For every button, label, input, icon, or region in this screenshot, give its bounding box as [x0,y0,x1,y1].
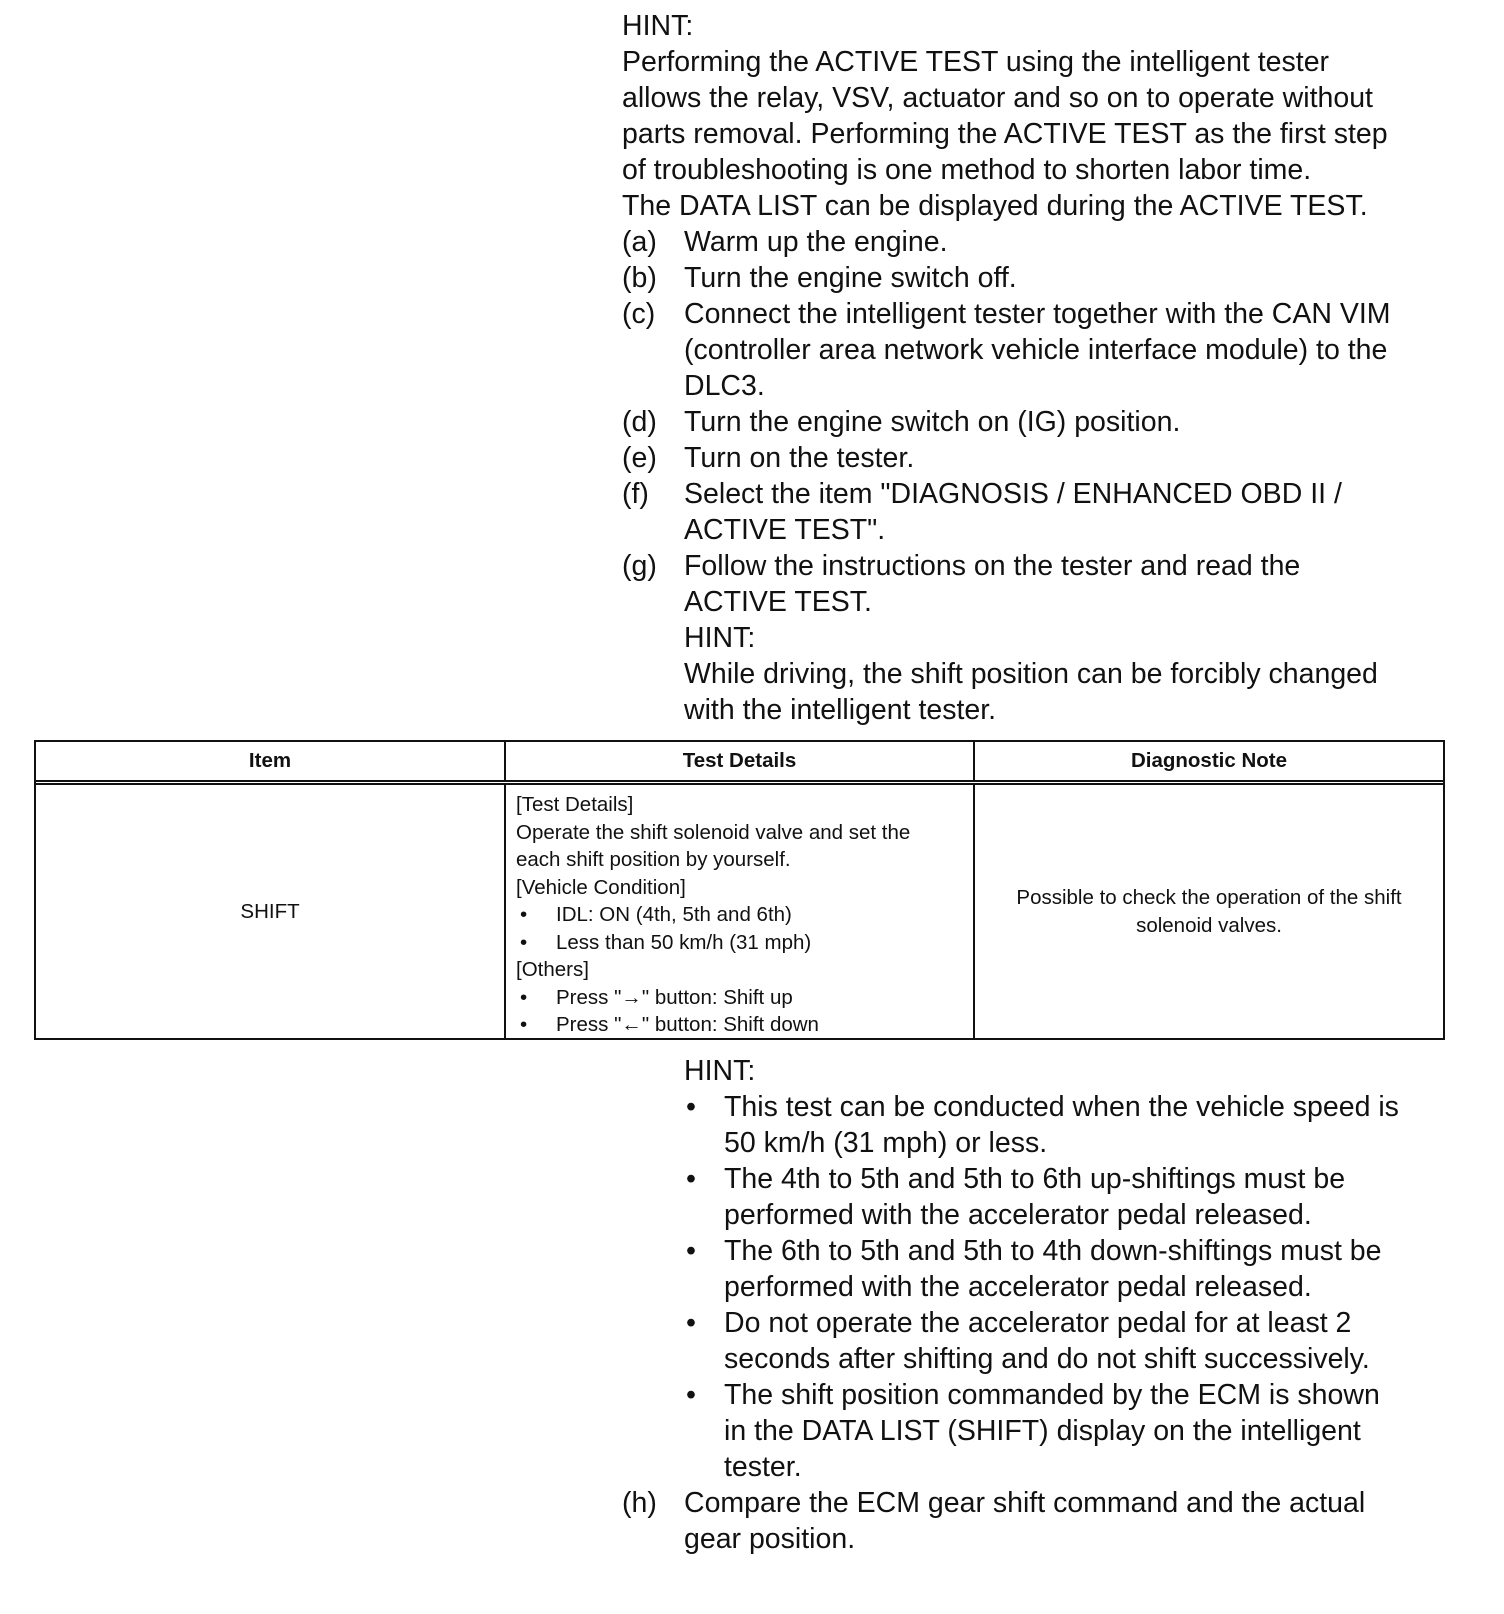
step-text: Select the item "DIAGNOSIS / ENHANCED OBD II / [684,478,1342,510]
step-label: (e) [622,442,657,474]
bullet-text: performed with the accelerator pedal released. [724,1271,1312,1303]
vehicle-condition-label: [Vehicle Condition] [516,875,686,899]
list-item [684,1305,1442,1377]
list-item [684,1233,1442,1305]
bullet-mark: • [520,985,528,1009]
list-item [516,1011,963,1039]
step-label: (b) [622,262,657,294]
step-g [622,548,1442,728]
intro-line: Performing the ACTIVE TEST using the intelligent tester [622,46,1330,78]
bullet-text: Press "→" button: Shift up [556,985,793,1009]
list-item [516,901,963,929]
table-row [36,785,1443,1038]
post-table-section [622,1053,1442,1557]
test-details-cell [506,785,975,1038]
test-details-label: [Test Details] [516,793,634,816]
test-details-text: each shift position by yourself. [516,848,791,871]
intro-section [622,8,1442,728]
step-e [622,440,1442,476]
step-text: DLC3. [684,370,765,402]
bullet-text: tester. [724,1451,802,1483]
diagnostic-note-cell [975,785,1443,1038]
bullet-text: 50 km/h (31 mph) or less. [724,1127,1048,1159]
step-text: Follow the instructions on the tester and read the [684,550,1301,582]
step-c [622,296,1442,404]
step-h [622,1485,1442,1557]
column-header-test-details: Test Details [506,742,975,780]
step-label: (a) [622,226,657,258]
step-f [622,476,1442,548]
bullet-text: Press "←" button: Shift down [556,1013,819,1036]
bullet-text: This test can be conducted when the vehicle speed is [724,1091,1399,1123]
hint-label: HINT: [622,10,694,42]
bullet-mark: • [686,1163,696,1195]
intro-line: The DATA LIST can be displayed during the ACTIVE TEST. [622,190,1368,222]
step-text: ACTIVE TEST". [684,514,886,546]
hint-label: HINT: [684,1055,756,1087]
step-text: Turn the engine switch on (IG) position. [684,406,1181,438]
diagnostic-note-text: Possible to check the operation of the shift [1016,885,1402,909]
column-header-diagnostic-note: Diagnostic Note [1130,749,1288,772]
step-text: gear position. [684,1523,856,1555]
step-text: (controller area network vehicle interface module) to the [684,334,1388,366]
bullet-mark: • [686,1307,696,1339]
step-label: (h) [622,1487,657,1519]
intro-line: parts removal. Performing the ACTIVE TEST as the first step [622,118,1388,150]
bullet-text: The shift position commanded by the ECM is shown [724,1379,1380,1411]
hint-bullet-list [684,1089,1442,1485]
bullet-text: Less than 50 km/h (31 mph) [556,930,812,954]
bullet-text: performed with the accelerator pedal released. [724,1199,1312,1231]
list-item [516,984,963,1012]
intro-line: of troubleshooting is one method to shorten labor time. [622,154,1312,186]
step-label: (f) [622,478,649,510]
step-label: (d) [622,406,657,438]
bullet-text: The 6th to 5th and 5th to 4th down-shiftings must be [724,1235,1382,1267]
active-test-table [34,740,1445,1040]
step-a [622,224,1442,260]
intro-line: allows the relay, VSV, actuator and so on to operate without [622,82,1373,114]
hint-label: HINT: [684,622,756,654]
step-text: Turn the engine switch off. [684,262,1017,294]
test-details-text: Operate the shift solenoid valve and set the [516,820,911,844]
bullet-mark: • [686,1091,696,1123]
step-text: Turn on the tester. [684,442,915,474]
bullet-text: IDL: ON (4th, 5th and 6th) [556,903,792,926]
bullet-mark: • [520,930,528,954]
step-text: Compare the ECM gear shift command and the actual [684,1487,1366,1519]
bullet-text: The 4th to 5th and 5th to 6th up-shiftings must be [724,1163,1346,1195]
step-b [622,260,1442,296]
step-text: ACTIVE TEST. [684,586,872,618]
table-header-row [36,742,1443,785]
step-text: Warm up the engine. [684,226,948,258]
step-d [622,404,1442,440]
diagnostic-note-text: solenoid valves. [1136,913,1282,937]
step-label: (g) [622,550,657,582]
bullet-mark: • [520,1013,528,1036]
list-item [684,1377,1442,1485]
bullet-text: Do not operate the accelerator pedal for at least 2 [724,1307,1352,1339]
bullet-text: seconds after shifting and do not shift successively. [724,1343,1370,1375]
list-item [516,929,963,957]
hint-text: with the intelligent tester. [684,694,997,726]
bullet-text: in the DATA LIST (SHIFT) display on the intelligent [724,1415,1361,1447]
column-header-item: Item [36,742,506,780]
others-label: [Others] [516,958,589,981]
step-label: (c) [622,298,656,330]
list-item [684,1089,1442,1161]
bullet-mark: • [520,903,528,926]
list-item [684,1161,1442,1233]
bullet-mark: • [686,1379,696,1411]
step-text: Connect the intelligent tester together with the CAN VIM [684,298,1391,330]
bullet-mark: • [686,1235,696,1267]
item-cell: SHIFT [36,785,506,1038]
hint-text: While driving, the shift position can be forcibly changed [684,658,1378,690]
